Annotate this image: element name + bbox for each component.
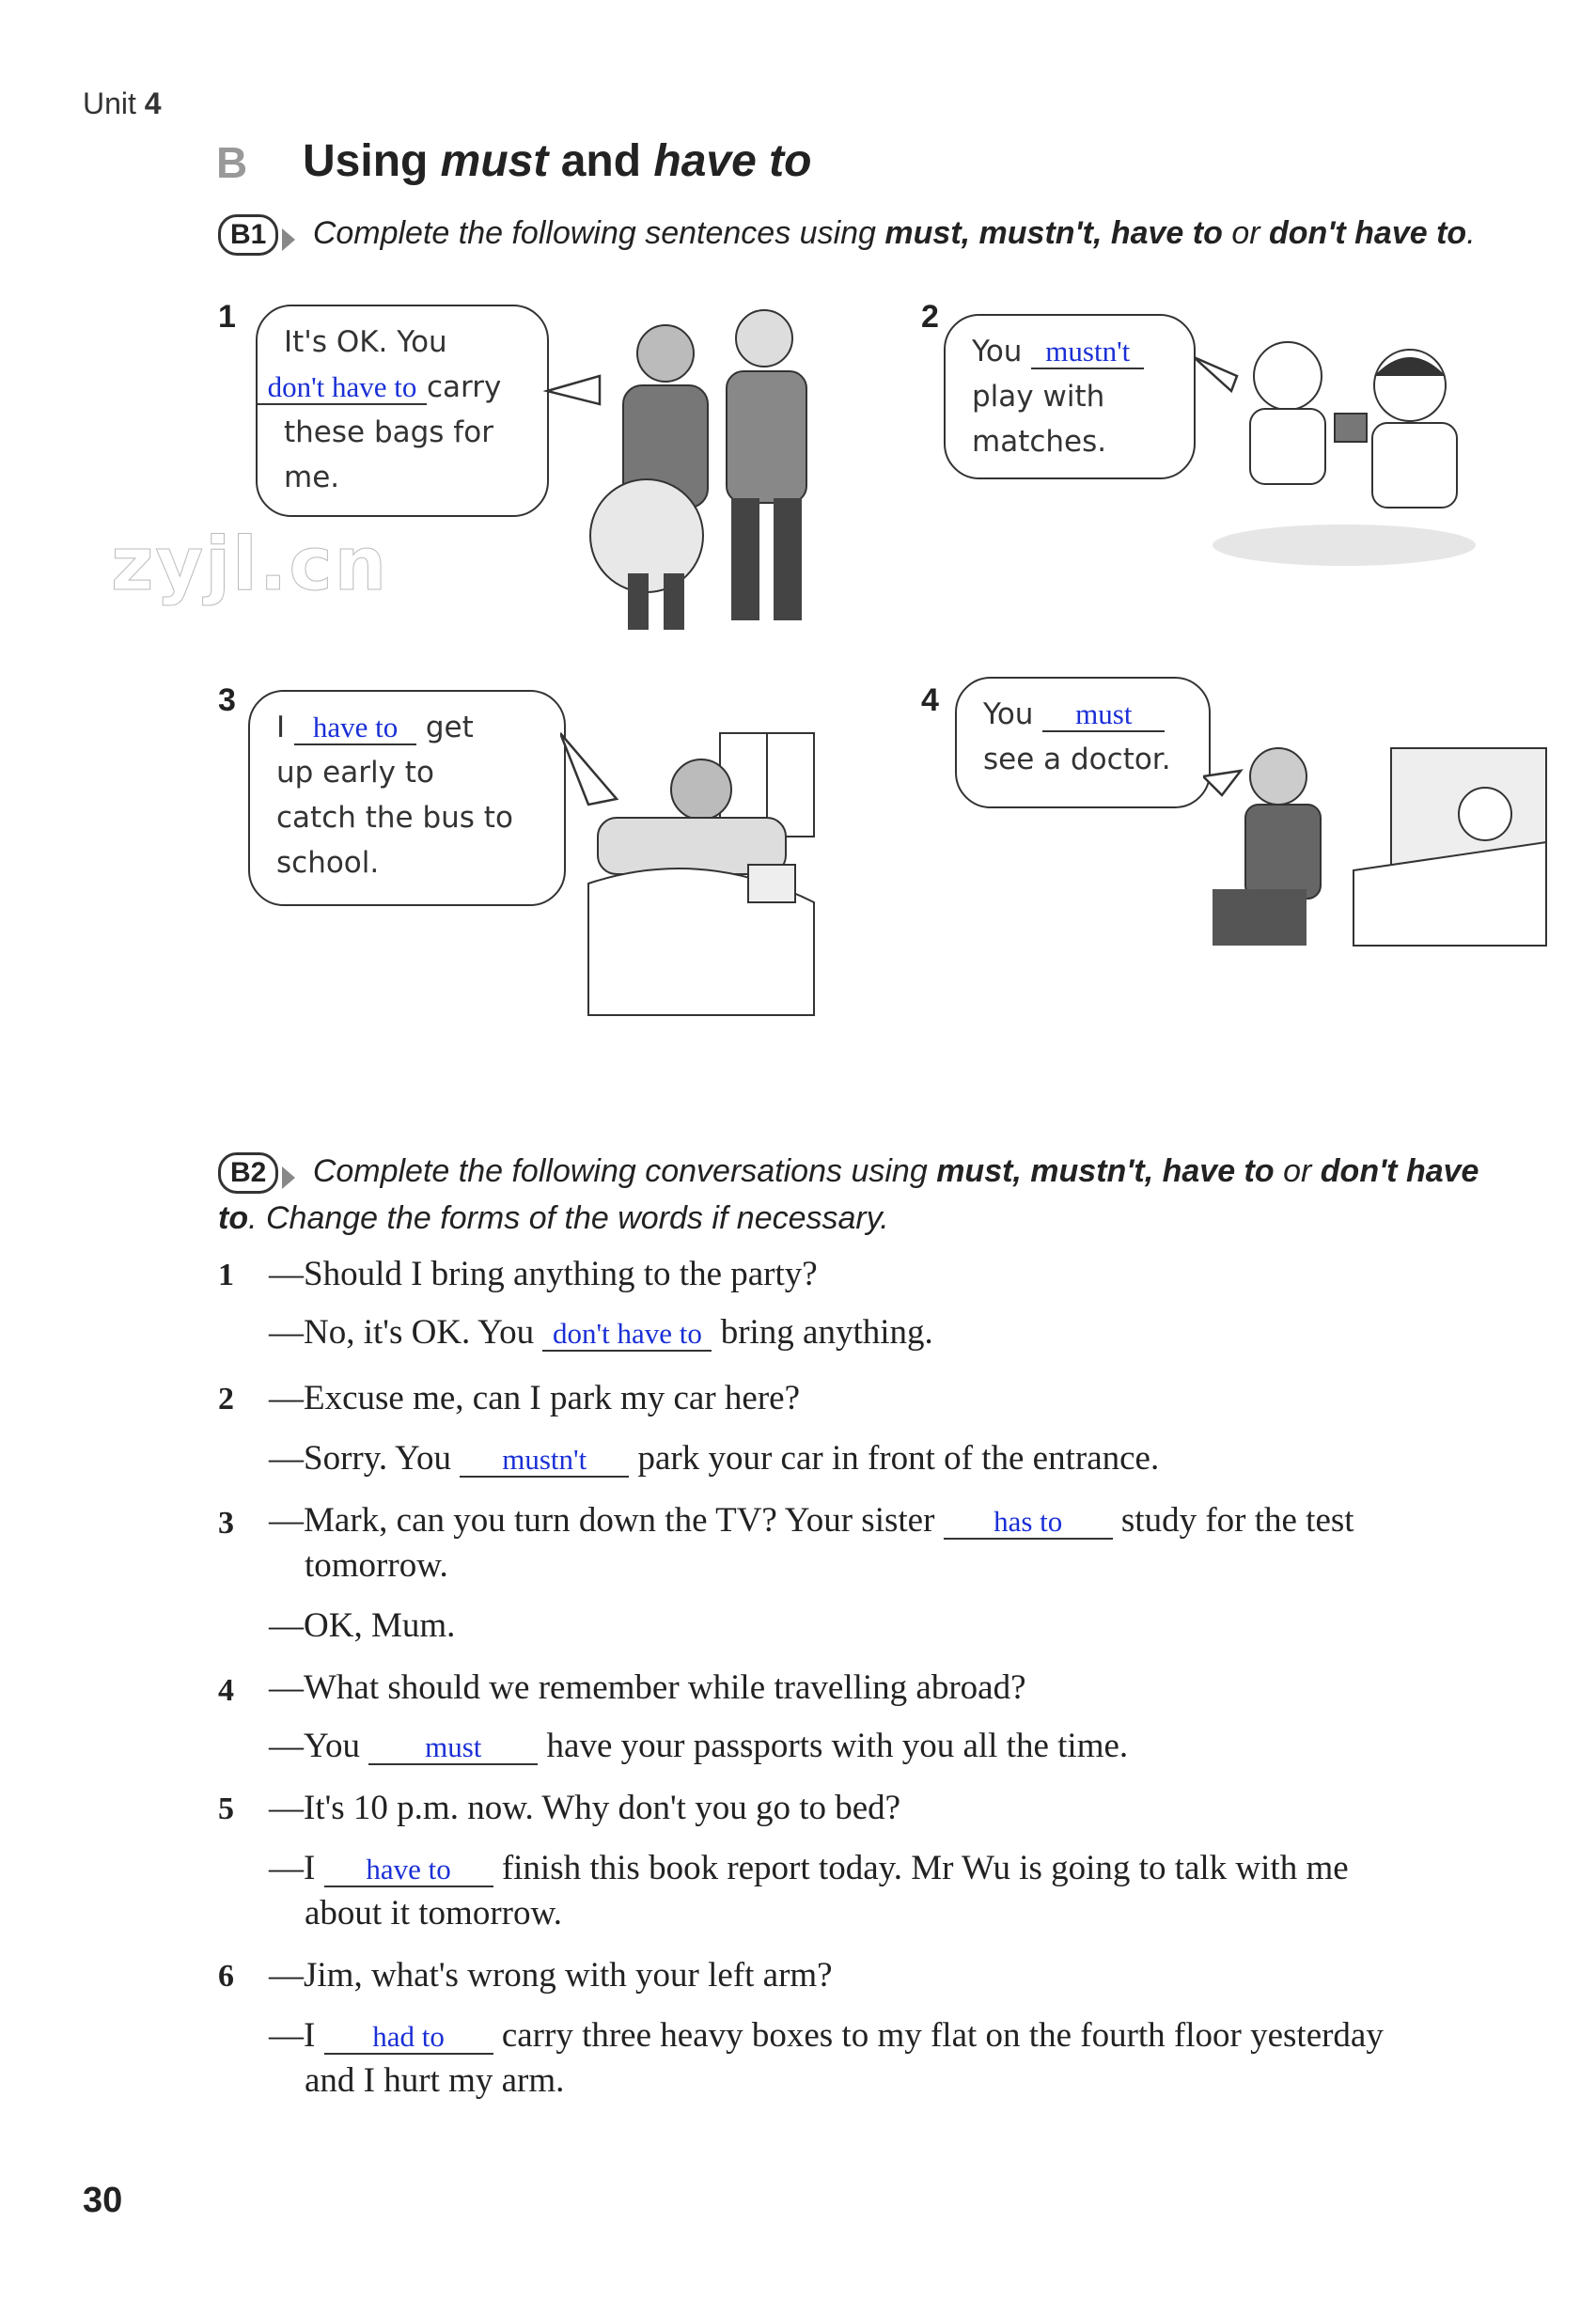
b1-badge: B1	[218, 214, 278, 256]
conv-question: —Mark, can you turn down the TV? Your sister has to study for the test	[269, 1501, 1354, 1540]
couple-with-bags-illustration	[543, 301, 844, 639]
speech-bubble-1: It's OK. You don't have to carry these bags for me.	[256, 305, 549, 517]
boys-with-matches-illustration	[1194, 320, 1485, 573]
conv-question: —It's 10 p.m. now. Why don't you go to bed?	[269, 1789, 901, 1827]
unit-label	[83, 86, 162, 121]
answer-blank[interactable]: mustn't	[1031, 336, 1144, 369]
section-letter: B	[216, 138, 248, 187]
answer-blank[interactable]: have to	[324, 1854, 493, 1887]
conv-answer: —No, it's OK. You don't have to bring anything.	[269, 1313, 933, 1352]
b1-item-number: 3	[218, 682, 236, 718]
section-title: Using must and have to	[303, 136, 812, 186]
conv-number: 6	[218, 1959, 234, 1994]
b2-badge: B2	[218, 1152, 278, 1194]
conv-number: 2	[218, 1382, 234, 1416]
answer-blank[interactable]: don't have to	[542, 1318, 712, 1352]
conv-question: —What should we remember while travelling abroad?	[269, 1668, 1026, 1707]
b1-item-number: 4	[921, 682, 939, 718]
conv-answer-line2: about it tomorrow.	[305, 1894, 563, 1933]
conv-number: 1	[218, 1258, 234, 1292]
conv-question: —Jim, what's wrong with your left arm?	[269, 1956, 833, 1995]
b1-item-number: 2	[921, 299, 939, 335]
play-arrow-icon	[282, 1166, 295, 1189]
answer-blank[interactable]: have to	[294, 712, 416, 745]
conv-number: 4	[218, 1673, 234, 1708]
speech-bubble-2: You mustn't play with matches.	[944, 314, 1196, 479]
b2-instruction-line2: to. Change the forms of the words if necessary.	[218, 1200, 889, 1236]
conv-number: 5	[218, 1792, 234, 1826]
answer-blank[interactable]: must	[1042, 698, 1165, 732]
girl-waking-up-illustration	[560, 714, 842, 1025]
answer-blank[interactable]: don't have to	[258, 371, 427, 405]
answer-blank[interactable]: has to	[944, 1506, 1113, 1540]
speech-bubble-3: I have to get up early to catch the bus to school.	[248, 690, 566, 906]
unit-number: 4	[144, 86, 162, 120]
conv-question: —Excuse me, can I park my car here?	[269, 1379, 800, 1417]
speech-bubble-4: You must see a doctor.	[955, 677, 1211, 808]
conv-answer: —You must have your passports with you all the time.	[269, 1727, 1129, 1765]
mother-and-sick-boy-illustration	[1203, 739, 1551, 955]
b2-instruction: B2 Complete the following conversations using must, mustn't, have to or don't have	[218, 1149, 1553, 1194]
b1-instruction: B1 Complete the following sentences using must, mustn't, have to or don't have to.	[218, 211, 1476, 256]
page-number: 30	[83, 2181, 123, 2220]
watermark: zyjl.cn	[111, 523, 389, 607]
conv-number: 3	[218, 1506, 234, 1541]
conv-answer: —I had to carry three heavy boxes to my flat on the fourth floor yesterday	[269, 2016, 1384, 2055]
answer-blank[interactable]: mustn't	[460, 1444, 629, 1478]
answer-blank[interactable]: must	[368, 1731, 538, 1765]
conv-answer: —I have to finish this book report today. Mr Wu is going to talk with me	[269, 1849, 1349, 1887]
conv-answer-line2: and I hurt my arm.	[305, 2061, 565, 2100]
play-arrow-icon	[282, 228, 295, 251]
unit-text: Unit	[83, 86, 136, 120]
answer-blank[interactable]: had to	[324, 2021, 493, 2055]
conv-question-line2: tomorrow.	[305, 1546, 448, 1585]
conv-answer: —Sorry. You mustn't park your car in front of the entrance.	[269, 1439, 1160, 1478]
b1-item-number: 1	[218, 299, 236, 335]
conv-question: —Should I bring anything to the party?	[269, 1255, 818, 1293]
conv-answer: —OK, Mum.	[269, 1606, 456, 1645]
